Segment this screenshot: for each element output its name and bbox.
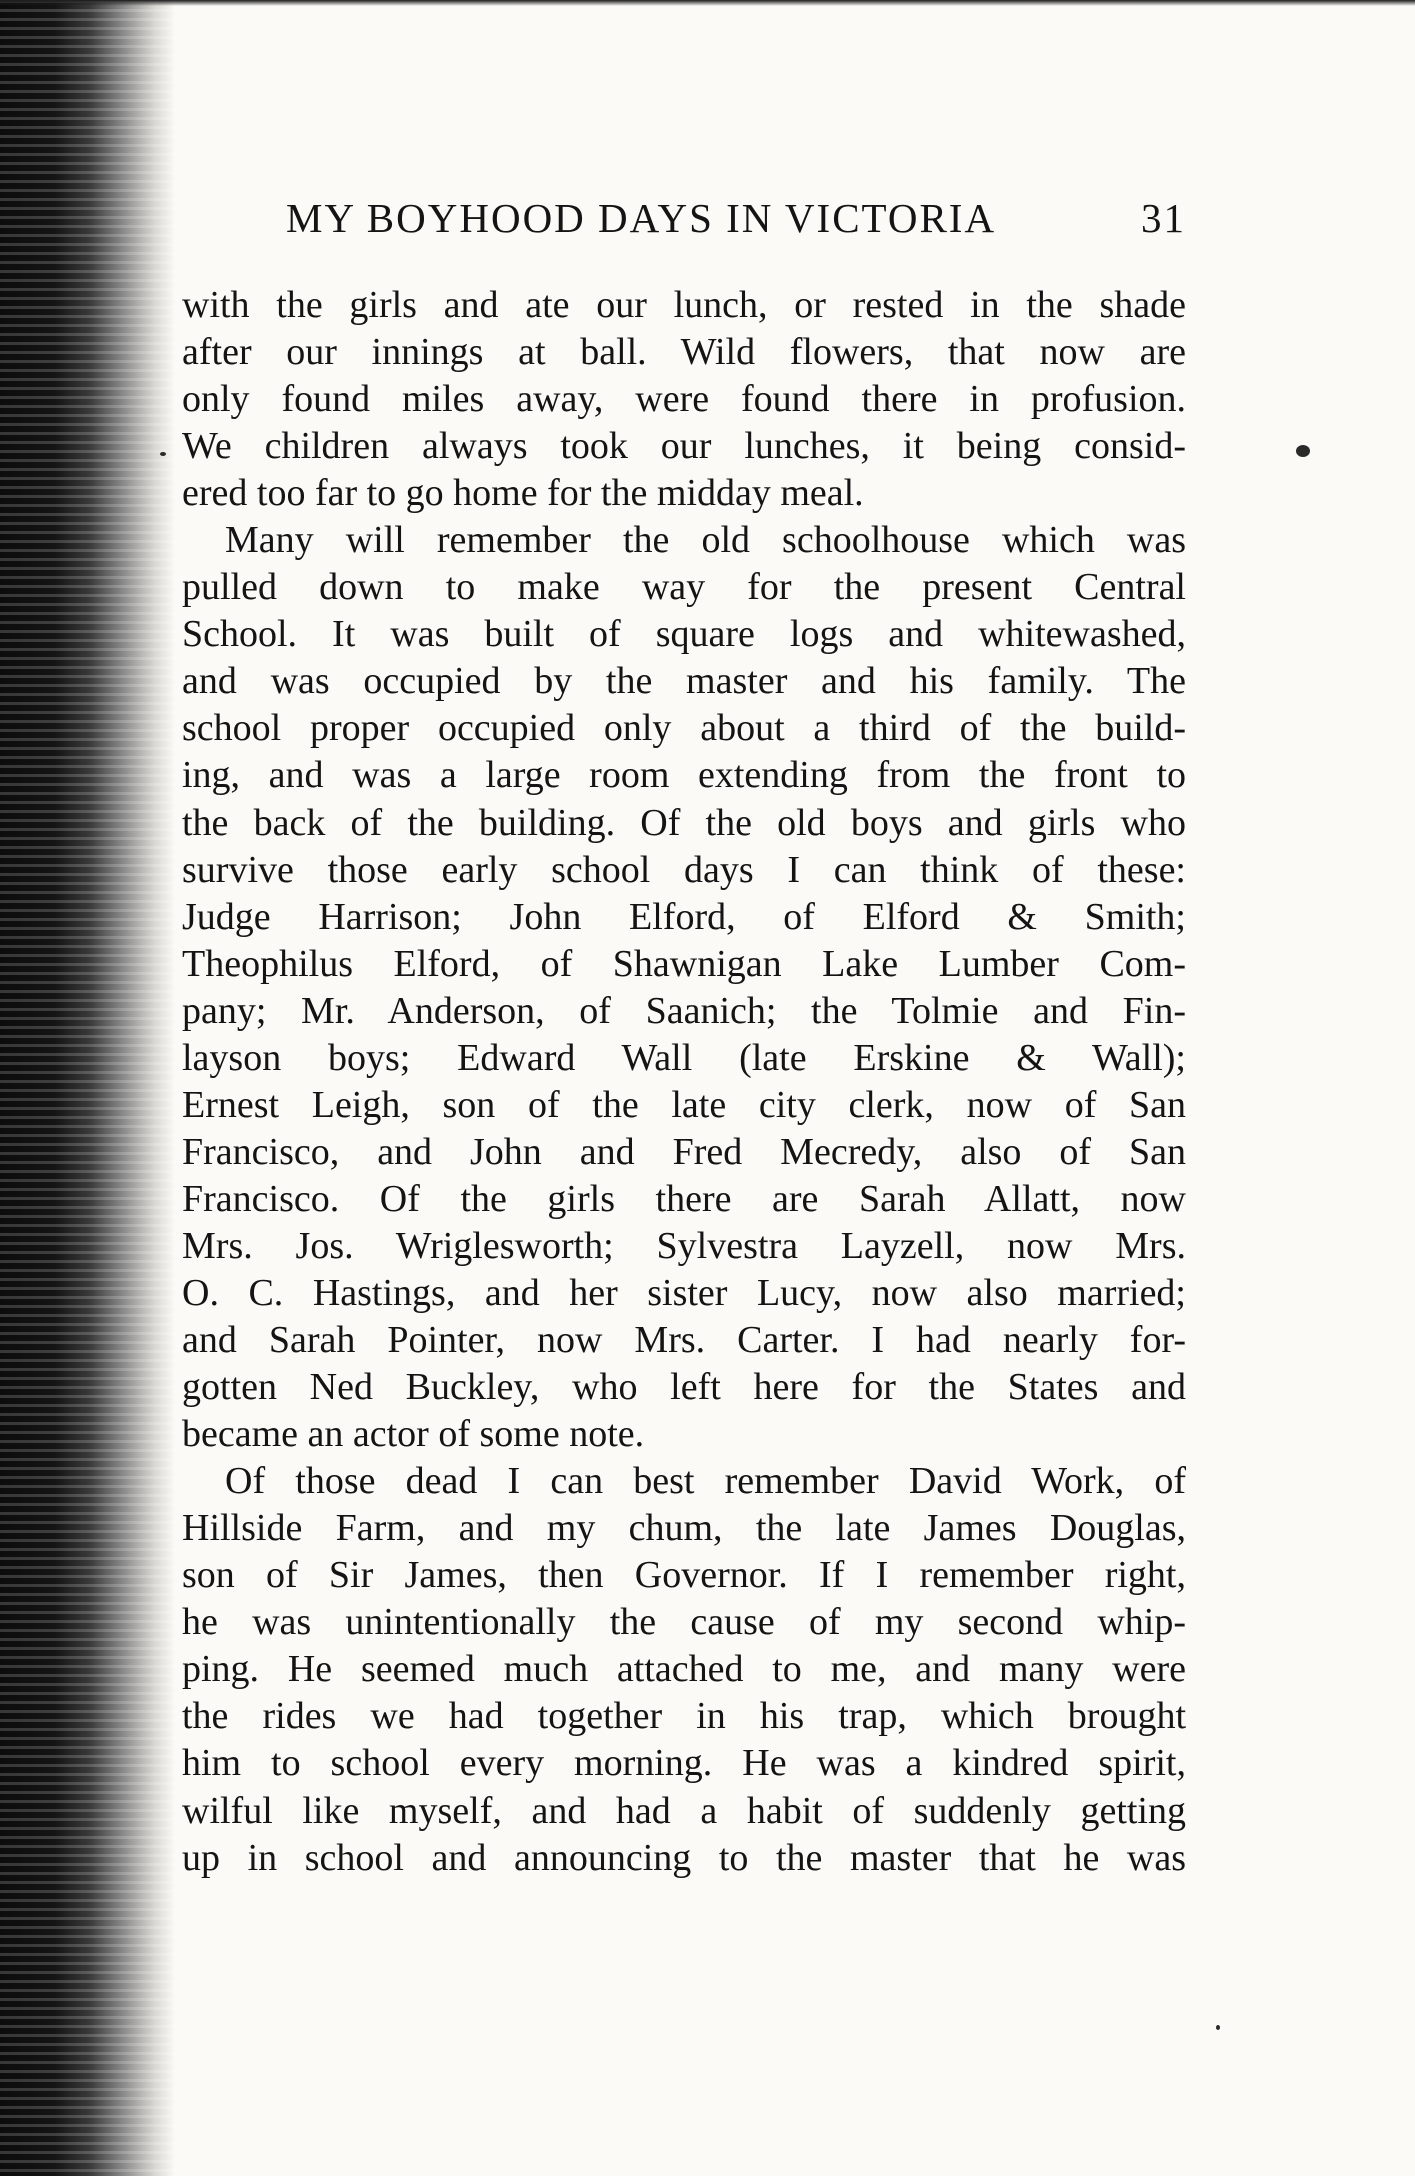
text-line: and Sarah Pointer, now Mrs. Carter. I had nearly for- [182, 1319, 1186, 1362]
text-line: Theophilus Elford, of Shawnigan Lake Lumber Com- [182, 942, 1186, 985]
text-line: pulled down to make way for the present Central [182, 566, 1186, 609]
text-line: O. C. Hastings, and her sister Lucy, now also married; [182, 1271, 1186, 1314]
text-line: Many will remember the old schoolhouse which was [225, 519, 1186, 562]
text-line: Mrs. Jos. Wriglesworth; Sylvestra Layzell, now Mrs. [182, 1224, 1186, 1267]
text-line: pany; Mr. Anderson, of Saanich; the Tolmie and Fin- [182, 989, 1186, 1032]
text-line: We children always took our lunches, it being consid- [182, 425, 1186, 468]
text-line: the rides we had together in his trap, which brought [182, 1695, 1186, 1738]
text-line: son of Sir James, then Governor. If I remember right, [182, 1554, 1186, 1597]
text-line: became an actor of some note. [182, 1413, 645, 1456]
text-line: layson boys; Edward Wall (late Erskine & Wall); [182, 1036, 1186, 1079]
text-line: Of those dead I can best remember David Work, of [225, 1460, 1186, 1503]
text-line: ing, and was a large room extending from the front to [182, 754, 1186, 797]
scan-binding-shadow [0, 0, 175, 2176]
text-line: ered too far to go home for the midday meal. [182, 472, 864, 515]
text-line: Francisco. Of the girls there are Sarah Allatt, now [182, 1177, 1186, 1220]
text-line: up in school and announcing to the master that he was [182, 1836, 1186, 1879]
text-line: Francisco, and John and Fred Mecredy, also of San [182, 1130, 1186, 1173]
body-text [182, 282, 1186, 1882]
text-line: Judge Harrison; John Elford, of Elford & Smith; [182, 895, 1186, 938]
text-line: Hillside Farm, and my chum, the late James Douglas, [182, 1507, 1186, 1550]
paragraph-2 [182, 517, 1186, 1458]
scan-speck [1216, 2025, 1220, 2030]
text-line: Ernest Leigh, son of the late city clerk, now of San [182, 1083, 1186, 1126]
scan-speck [1296, 445, 1310, 457]
paragraph-1 [182, 282, 1186, 517]
text-line: the back of the building. Of the old boys and girls who [182, 801, 1186, 844]
paragraph-3 [182, 1458, 1186, 1881]
running-head [286, 188, 1186, 248]
text-line: only found miles away, were found there in profusion. [182, 378, 1186, 421]
text-line: school proper occupied only about a third of the build- [182, 707, 1186, 750]
text-line: ping. He seemed much attached to me, and many were [182, 1648, 1186, 1691]
running-head-title: MY BOYHOOD DAYS IN VICTORIA [286, 195, 997, 241]
text-line: wilful like myself, and had a habit of suddenly getting [182, 1789, 1186, 1832]
text-line: with the girls and ate our lunch, or rested in the shade [182, 284, 1186, 326]
text-line: survive those early school days I can think of these: [182, 848, 1186, 891]
scan-speck [160, 452, 166, 456]
text-line: gotten Ned Buckley, who left here for the States and [182, 1366, 1186, 1409]
page-number: 31 [1141, 195, 1186, 241]
text-line: and was occupied by the master and his family. The [182, 660, 1186, 703]
text-line: him to school every morning. He was a kindred spirit, [182, 1742, 1186, 1785]
text-line: he was unintentionally the cause of my second whip- [182, 1601, 1186, 1644]
scan-top-edge [0, 0, 1415, 6]
text-line: after our innings at ball. Wild flowers, that now are [182, 331, 1186, 374]
text-line: School. It was built of square logs and whitewashed, [182, 613, 1186, 656]
